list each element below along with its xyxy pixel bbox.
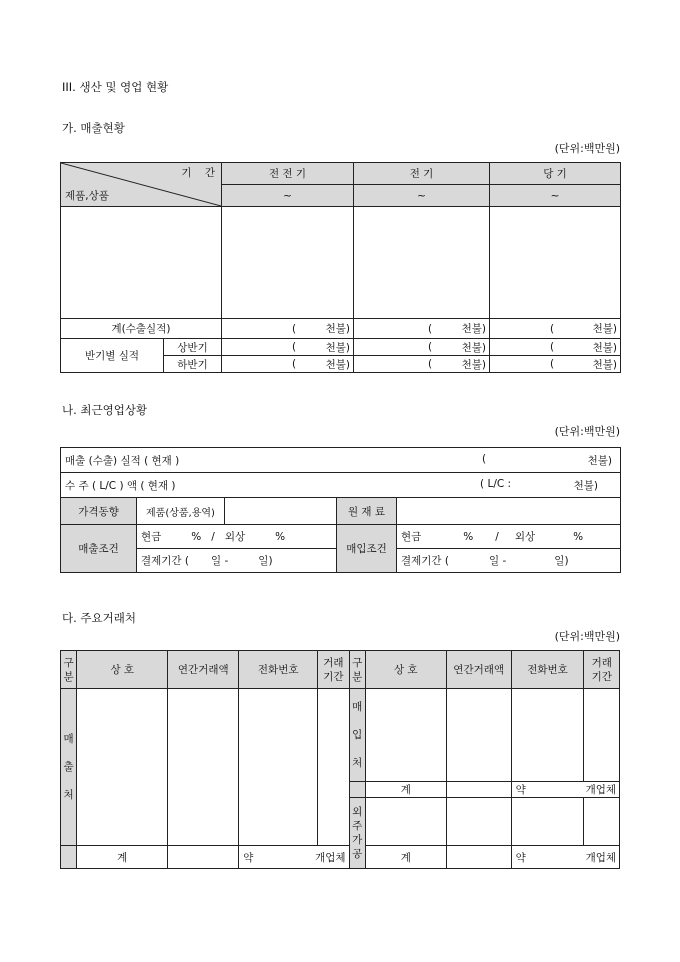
sales-client-phone-cell[interactable] (239, 689, 318, 846)
section-c-unit: (단위:백만원) (554, 630, 620, 643)
sales-total-type-cell (61, 846, 77, 869)
col-phone-header: 전화번호 (239, 651, 318, 689)
credit-label: 외상 (224, 531, 246, 543)
outsourcing-total-label: 계 (365, 846, 446, 869)
orders-lc-row[interactable] (61, 473, 621, 498)
outsourcing-amount-cell[interactable] (446, 798, 511, 846)
total-prev2-cell[interactable] (222, 319, 354, 339)
col-amount-header: 연간거래액 (168, 651, 239, 689)
companies-label: 개업체 (315, 851, 346, 864)
slash: / (211, 530, 215, 543)
col-period-header: 거래 기간 (318, 651, 349, 689)
purchase-client-period-cell[interactable] (584, 689, 620, 782)
purchase-settlement-period[interactable] (397, 549, 621, 573)
corner-header-cell (61, 163, 222, 207)
thousand-usd-unit: 천불) (592, 341, 617, 354)
day-dash: 일 - (489, 555, 507, 567)
col-phone-header-2: 전화번호 (511, 651, 584, 689)
first-half-prev-cell[interactable] (354, 339, 490, 356)
total-prev-cell[interactable] (354, 319, 490, 339)
paren: ( (292, 358, 297, 370)
thousand-usd-unit: 천불) (325, 323, 350, 335)
sales-conditions-label: 매출조건 (61, 525, 137, 573)
major-clients-table (60, 650, 620, 869)
purchase-conditions-label: 매입조건 (337, 525, 397, 573)
col-period-header-2: 거래 기간 (584, 651, 620, 689)
credit-label: 외상 (514, 531, 536, 543)
sales-client-period-cell[interactable] (318, 689, 349, 846)
paren: ( (482, 452, 487, 465)
raw-material-price-cell[interactable] (397, 498, 621, 525)
sales-current-cell[interactable] (490, 207, 621, 319)
paren: ( (292, 341, 297, 353)
product-list-cell[interactable] (61, 207, 222, 319)
purchase-total-amount-cell[interactable] (446, 782, 511, 798)
approx-label: 약 (515, 784, 526, 796)
thousand-usd-unit: 천불) (461, 323, 486, 335)
section-a-unit: (단위:백만원) (554, 142, 620, 155)
col-amount-header-2: 연간거래액 (446, 651, 511, 689)
corner-product-label: 제품,상품 (65, 190, 109, 202)
lc-paren: ( L/C : (480, 477, 512, 490)
outsourcing-period-cell[interactable] (584, 798, 620, 846)
thousand-usd-unit: 천불) (325, 341, 350, 354)
col-name-header: 상 호 (77, 651, 168, 689)
outsourcing-name-cell[interactable] (365, 798, 446, 846)
first-half-label: 상반기 (164, 339, 222, 356)
thousand-usd-unit: 천불) (325, 358, 350, 371)
outsourcing-total-amount-cell[interactable] (446, 846, 511, 869)
settlement-label: 결제기간 ( (401, 555, 450, 567)
percent-sign: % (463, 530, 474, 543)
section-heading: III. 생산 및 영업 현황 (62, 80, 169, 94)
cash-label: 현금 (401, 531, 422, 543)
purchase-total-count-cell[interactable] (511, 782, 619, 798)
purchase-client-amount-cell[interactable] (446, 689, 511, 782)
sales-total-amount-cell[interactable] (168, 846, 239, 869)
section-a-title: 가. 매출현황 (62, 121, 125, 135)
sales-payment-ratio[interactable] (137, 525, 337, 549)
second-half-current-cell[interactable] (490, 356, 621, 373)
settlement-label: 결제기간 ( (141, 555, 190, 567)
section-c-title: 다. 주요거래처 (62, 611, 136, 625)
total-current-cell[interactable] (490, 319, 621, 339)
period-header-prev2: 전 전 기 (222, 163, 354, 185)
sales-settlement-period[interactable] (137, 549, 337, 573)
section-b-title: 나. 최근영업상황 (62, 403, 148, 417)
thousand-usd-unit: 천불) (592, 323, 617, 335)
purchase-total-type-cell (349, 782, 365, 798)
price-trend-label: 가격동향 (61, 498, 137, 525)
outsourcing-phone-cell[interactable] (511, 798, 584, 846)
product-service-label: 제품(상품,용역) (137, 498, 225, 525)
purchase-total-label: 계 (365, 782, 446, 798)
total-export-label: 계(수출실적) (61, 319, 222, 339)
second-half-prev2-cell[interactable] (222, 356, 354, 373)
thousand-usd-unit: 천불) (461, 358, 486, 371)
second-half-label: 하반기 (164, 356, 222, 373)
thousand-usd-unit: 천불) (573, 479, 599, 492)
half-year-label: 반기별 실적 (61, 339, 164, 373)
paren: ( (428, 341, 433, 353)
thousand-usd-unit: 천불) (592, 358, 617, 371)
purchase-client-phone-cell[interactable] (511, 689, 584, 782)
sales-export-row[interactable] (61, 448, 621, 473)
cash-label: 현금 (141, 531, 162, 543)
sales-export-label: 매출 (수출) 실적 ( 현재 ) (65, 454, 180, 467)
sales-total-label: 계 (77, 846, 168, 869)
product-price-cell[interactable] (225, 498, 337, 525)
purchase-clients-label: 매 입 처 (349, 689, 365, 782)
purchase-client-name-cell[interactable] (365, 689, 446, 782)
day-dash: 일 - (211, 555, 229, 567)
period-range-prev2: ~ (222, 185, 354, 207)
col-name-header-2: 상 호 (365, 651, 446, 689)
paren: ( (550, 358, 555, 370)
period-header-prev: 전 기 (354, 163, 490, 185)
purchase-payment-ratio[interactable] (397, 525, 621, 549)
paren: ( (550, 322, 555, 335)
raw-material-label: 원 재 료 (337, 498, 397, 525)
percent-sign: % (275, 530, 286, 543)
recent-business-table (60, 447, 621, 573)
thousand-usd-unit: 천불) (461, 341, 486, 354)
day-close: 일) (554, 555, 569, 567)
sales-clients-label: 매 출 처 (61, 689, 77, 846)
col-type-header-2: 구 분 (349, 651, 365, 689)
first-half-current-cell[interactable] (490, 339, 621, 356)
day-close: 일) (258, 555, 273, 567)
companies-label: 개업체 (585, 784, 616, 796)
paren: ( (550, 341, 555, 353)
percent-sign: % (191, 530, 202, 543)
sales-status-table (60, 162, 621, 373)
sales-total-count-cell[interactable] (239, 846, 349, 869)
section-b-unit: (단위:백만원) (554, 425, 620, 438)
approx-label: 약 (243, 851, 254, 864)
col-type-header: 구 분 (61, 651, 77, 689)
thousand-usd-unit: 천불) (587, 454, 613, 467)
paren: ( (428, 358, 433, 370)
sales-prev2-cell[interactable] (222, 207, 354, 319)
sales-client-name-cell[interactable] (77, 689, 168, 846)
period-range-current: ~ (490, 185, 621, 207)
period-range-prev: ~ (354, 185, 490, 207)
outsourcing-total-count-cell[interactable] (511, 846, 619, 869)
outsourcing-label: 외 주 가 공 (349, 798, 365, 869)
orders-lc-label: 수 주 ( L/C ) 액 ( 현재 ) (65, 479, 176, 492)
paren: ( (292, 322, 297, 335)
percent-sign: % (573, 530, 584, 543)
slash: / (495, 530, 499, 543)
sales-client-amount-cell[interactable] (168, 689, 239, 846)
approx-label: 약 (515, 851, 526, 864)
paren: ( (428, 322, 433, 335)
first-half-prev2-cell[interactable] (222, 339, 354, 356)
second-half-prev-cell[interactable] (354, 356, 490, 373)
companies-label: 개업체 (585, 851, 616, 864)
sales-prev-cell[interactable] (354, 207, 490, 319)
corner-period-label: 기 간 (181, 167, 215, 179)
period-header-current: 당 기 (490, 163, 621, 185)
